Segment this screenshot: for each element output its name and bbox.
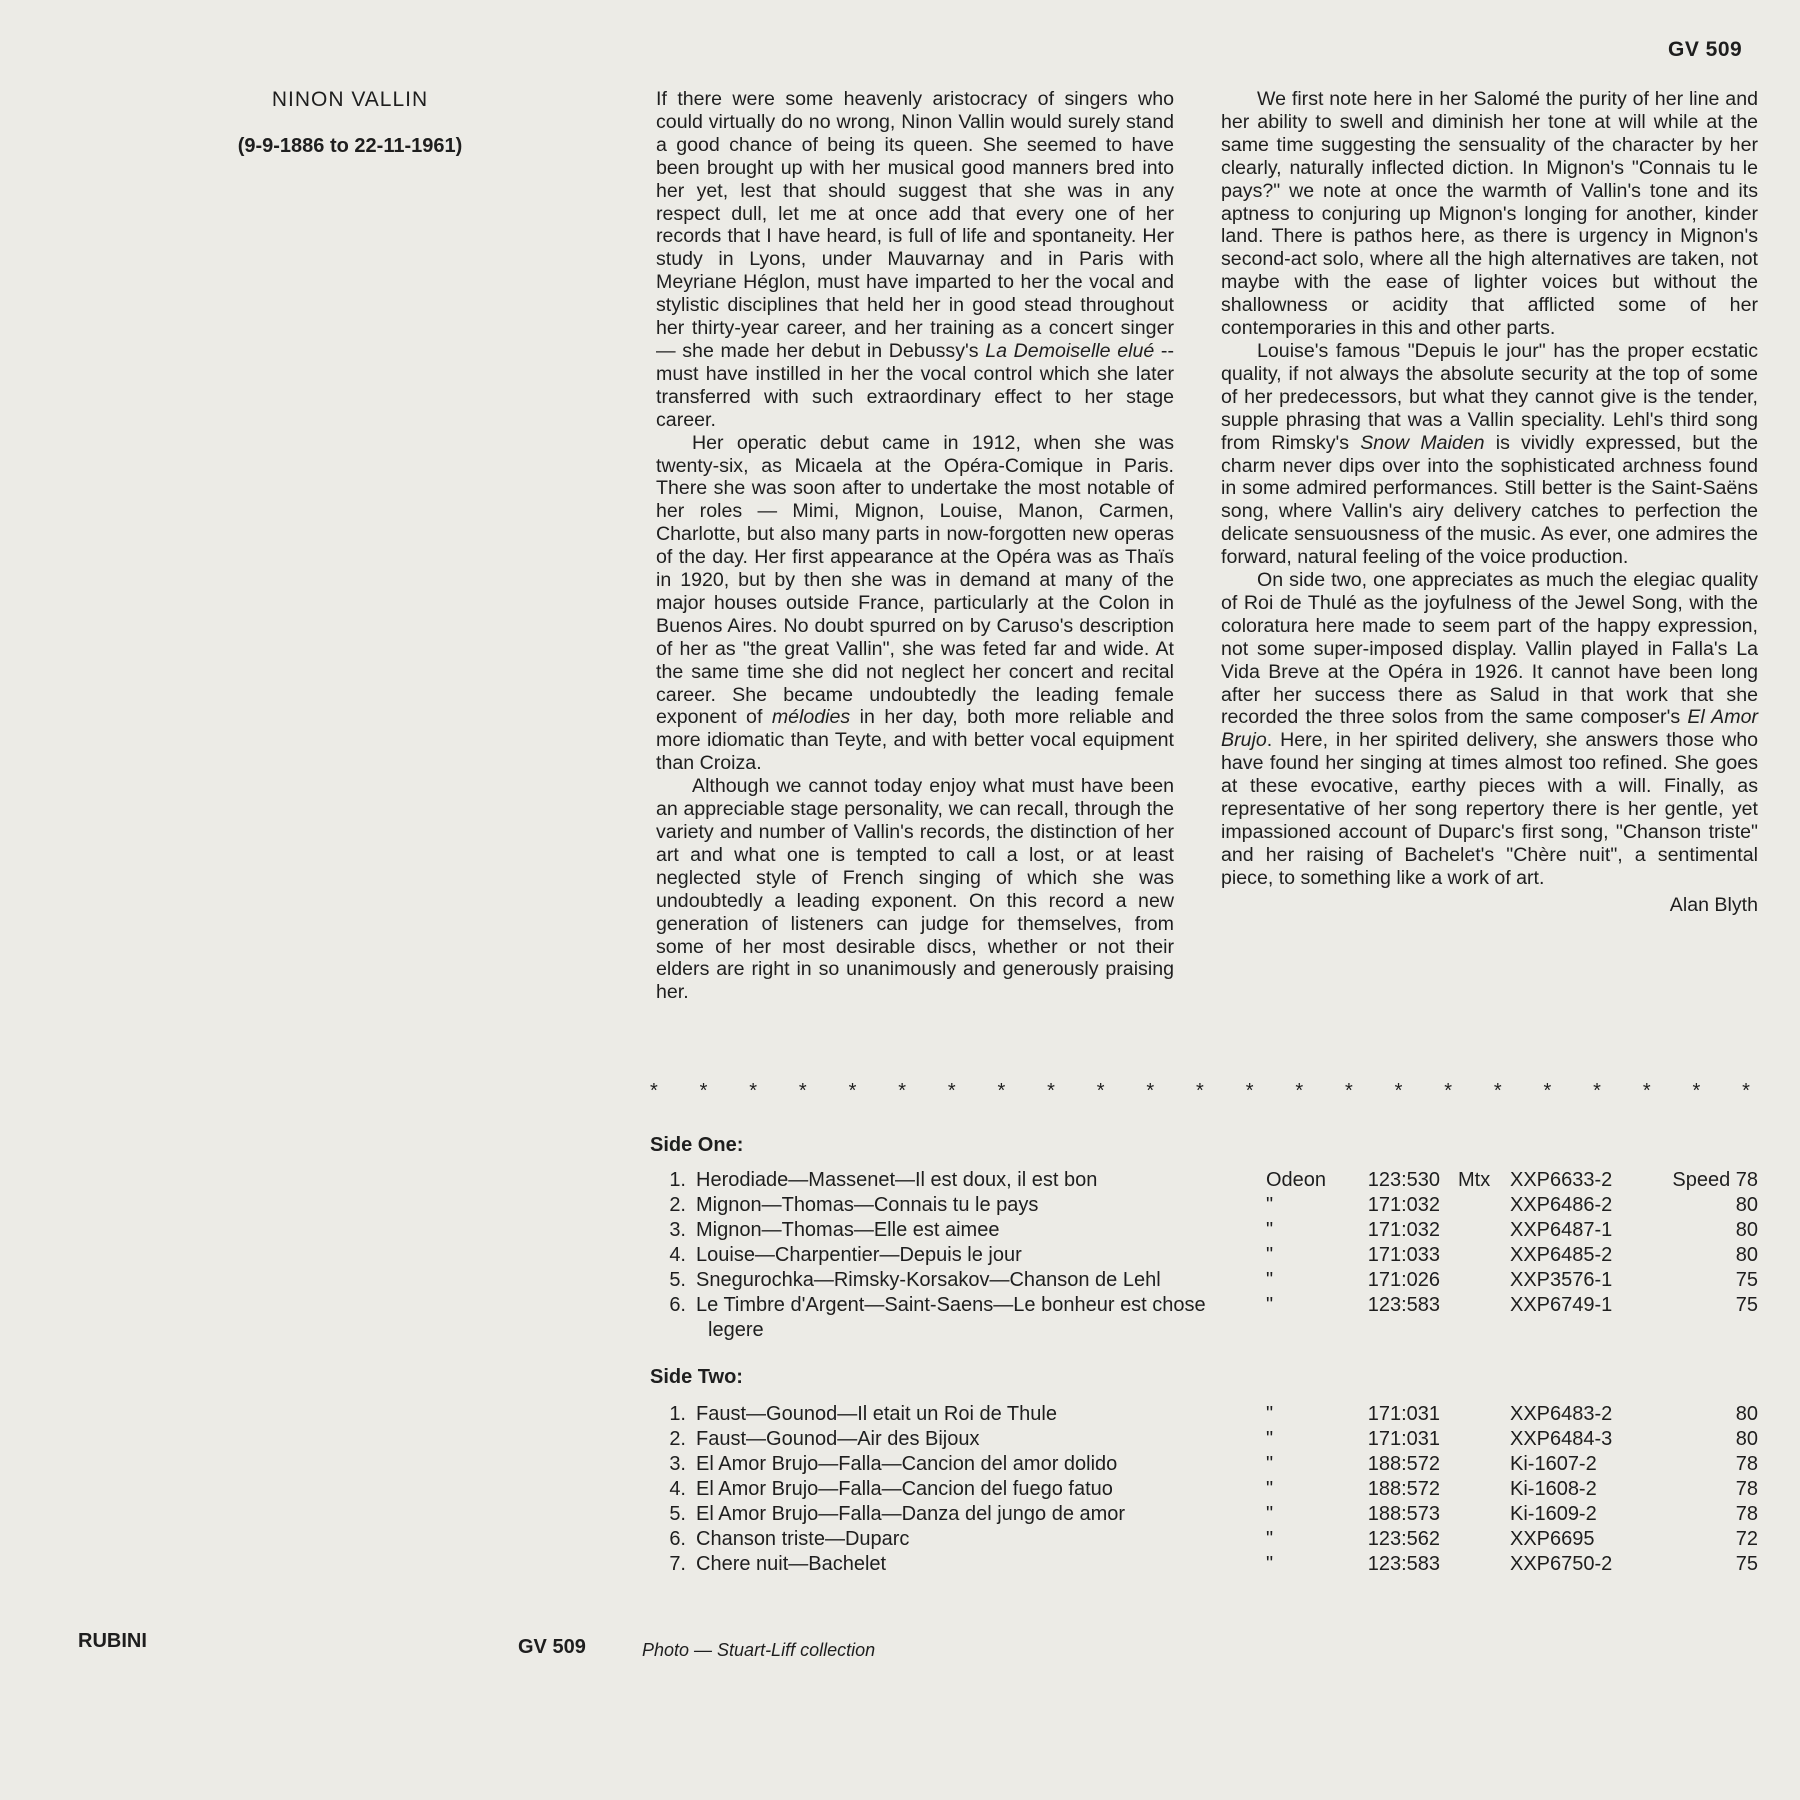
track-label: ": [1266, 1294, 1274, 1316]
track-matrix: XXP6750-2: [1510, 1553, 1613, 1575]
track-matrix: XXP6484-3: [1510, 1428, 1613, 1450]
track-catalogue-number: 123:562: [1367, 1528, 1440, 1550]
track-matrix: XXP6695: [1510, 1528, 1595, 1550]
track-matrix: Ki-1608-2: [1510, 1478, 1597, 1500]
track-label: Odeon: [1266, 1169, 1327, 1191]
track-speed: 80: [1735, 1219, 1758, 1241]
track-number: 3.: [669, 1219, 686, 1241]
track-label: ": [1266, 1403, 1274, 1425]
notes-paragraph: If there were some heavenly aristocracy of singers who could virtually do no wrong, Ninon Vallin would surely stand a good chance of being its queen. She seemed to have been brought up with her musical good manners bred into her yet, lest that should suggest that she was in any respect dull, let me at once add that every one of her records that I have heard, is full of life and spontaneity. Her study in Lyons, under Mauvarnay and in Paris with Meyriane Héglon, must have imparted to her the vocal and stylistic disciplines that held her in good stead throughout her thirty-year career, and her training as a concert singer — she made her debut in Debussy's La Demoiselle elué -- must have instilled in her the vocal control which she later transferred with such extraordinary effect to her stage career.: [656, 88, 1174, 431]
track-matrix: XXP6486-2: [1510, 1194, 1613, 1216]
track-title: El Amor Brujo—Falla—Cancion del fuego fatuo: [696, 1478, 1113, 1500]
track-row: [646, 1193, 1758, 1218]
track-row: [646, 1243, 1758, 1268]
track-catalogue-number: 171:032: [1367, 1219, 1440, 1241]
track-catalogue-number: 123:583: [1367, 1294, 1440, 1316]
track-row: [646, 1402, 1758, 1427]
track-catalogue-number: 171:031: [1367, 1428, 1440, 1450]
track-catalogue-number: 171:026: [1367, 1269, 1440, 1291]
notes-column-1: [656, 88, 1174, 1004]
separator-star: *: [749, 1080, 758, 1102]
notes-paragraph: Although we cannot today enjoy what must have been an appreciable stage personality, we can recall, through the variety and number of Vallin's records, the distinction of her art and what one is tempted to call a lost, or at least neglected style of French singing of which she was undoubtedly a leading exponent. On this record a new generation of listeners can judge for themselves, from some of her most desirable discs, whether or not their elders are right in so unanimously and generously praising her.: [656, 775, 1174, 1004]
separator-star: *: [1245, 1080, 1254, 1102]
track-matrix: XXP6485-2: [1510, 1244, 1613, 1266]
separator-star: *: [1344, 1080, 1353, 1102]
track-catalogue-number: 171:032: [1367, 1194, 1440, 1216]
separator-star: *: [1196, 1080, 1204, 1102]
separator-star: *: [1096, 1080, 1105, 1102]
track-title: Faust—Gounod—Air des Bijoux: [696, 1428, 980, 1450]
track-row: [646, 1427, 1758, 1452]
separator-star: *: [699, 1080, 708, 1102]
side-two-heading: Side Two:: [650, 1366, 743, 1388]
track-label: ": [1266, 1219, 1274, 1241]
track-title-continued: legere: [708, 1319, 764, 1341]
track-title: Le Timbre d'Argent—Saint-Saens—Le bonheur est chose legere: [696, 1293, 1226, 1343]
matrix-heading: Mtx: [1458, 1169, 1491, 1191]
track-title: Chanson triste—Duparc: [696, 1528, 910, 1550]
star-separator: [650, 1080, 1750, 1103]
track-number: 1.: [669, 1169, 686, 1191]
track-catalogue-number: 123:530: [1367, 1169, 1440, 1191]
separator-star: *: [1742, 1080, 1750, 1102]
track-speed: 80: [1735, 1403, 1758, 1425]
track-speed: 80: [1735, 1244, 1758, 1266]
author-signature: Alan Blyth: [1669, 893, 1758, 916]
track-row: [646, 1477, 1758, 1502]
track-label: ": [1266, 1453, 1274, 1475]
track-number: 2.: [669, 1194, 686, 1216]
separator-star: *: [947, 1080, 956, 1102]
track-number: 4.: [669, 1244, 686, 1266]
separator-star: *: [1543, 1080, 1552, 1102]
track-number: 6.: [669, 1528, 686, 1550]
separator-star: *: [898, 1080, 906, 1102]
track-matrix: XXP3576-1: [1510, 1269, 1613, 1291]
track-row: [646, 1552, 1758, 1577]
separator-star: *: [1295, 1080, 1304, 1102]
track-label: ": [1266, 1478, 1274, 1500]
separator-star: *: [1444, 1080, 1453, 1102]
track-row: [646, 1218, 1758, 1243]
separator-star: *: [1394, 1080, 1403, 1102]
track-matrix: XXP6633-2: [1510, 1169, 1613, 1191]
track-speed: 80: [1735, 1428, 1758, 1450]
notes-column-2: [1221, 88, 1758, 917]
track-title: Snegurochka—Rimsky-Korsakov—Chanson de Lehl: [696, 1269, 1161, 1291]
track-catalogue-number: 123:583: [1367, 1553, 1440, 1575]
track-catalogue-number: 188:572: [1367, 1478, 1440, 1500]
track-row: [646, 1452, 1758, 1477]
record-label-name: RUBINI: [78, 1630, 147, 1652]
track-title: Herodiade—Massenet—Il est doux, il est bon: [696, 1169, 1098, 1191]
track-number: 3.: [669, 1453, 686, 1475]
track-matrix: Ki-1609-2: [1510, 1503, 1597, 1525]
separator-star: *: [1593, 1080, 1601, 1102]
track-row: [646, 1268, 1758, 1293]
track-label: ": [1266, 1528, 1274, 1550]
track-catalogue-number: 171:033: [1367, 1244, 1440, 1266]
notes-paragraph: Louise's famous "Depuis le jour" has the proper ecstatic quality, if not always the absolute security at the top of some of her predecessors, but what they cannot give is the tender, supple phrasing that was a Vallin speciality. Lehl's third song from Rimsky's Snow Maiden is vividly expressed, but the charm never dips over into the sophisticated archness found in some admired performances. Still better is the Saint-Saëns song, where Vallin's airy delivery catches to perfection the delicate sensuousness of the music. As ever, one admires the forward, natural feeling of the voice production.: [1221, 339, 1758, 569]
track-speed: 75: [1735, 1553, 1758, 1575]
track-label: ": [1266, 1269, 1274, 1291]
track-speed: 75: [1735, 1294, 1758, 1316]
track-number: 4.: [669, 1478, 686, 1500]
catalogue-number-bottom: GV 509: [518, 1636, 586, 1658]
track-title: Louise—Charpentier—Depuis le jour: [696, 1244, 1022, 1266]
track-title: Mignon—Thomas—Elle est aimee: [696, 1219, 1000, 1241]
separator-star: *: [1493, 1080, 1502, 1102]
notes-paragraph: On side two, one appreciates as much the elegiac quality of Roi de Thulé as the joyfulness of the Jewel Song, with the coloratura here made to seem part of the happy expression, not some super-imposed display. Vallin played in Falla's La Vida Breve at the Opéra in 1926. It cannot have been long after her success there as Salud in that work that she recorded the three solos from the same composer's El Amor Brujo. Here, in her spirited delivery, she answers those who have found her singing at times almost too refined. She goes at these evocative, earthy pieces with a will. Finally, as representative of her song repertory there is her gentle, yet impassioned account of Duparc's first song, "Chanson triste" and her raising of Bachelet's "Chère nuit", a sentimental piece, to something like a work of art.: [1221, 569, 1758, 889]
track-row: [646, 1527, 1758, 1552]
track-speed: 72: [1735, 1528, 1758, 1550]
track-number: 7.: [669, 1553, 686, 1575]
track-label: ": [1266, 1553, 1274, 1575]
track-label: ": [1266, 1194, 1274, 1216]
track-speed: 78: [1735, 1453, 1758, 1475]
track-row: [646, 1293, 1758, 1343]
track-matrix: Ki-1607-2: [1510, 1453, 1597, 1475]
track-label: ": [1266, 1503, 1274, 1525]
catalogue-number-top: GV 509: [1668, 38, 1743, 61]
track-speed: 78: [1735, 1503, 1758, 1525]
track-speed: 78: [1735, 1478, 1758, 1500]
separator-star: *: [798, 1080, 807, 1102]
track-row: [646, 1168, 1758, 1193]
artist-dates: (9-9-1886 to 22-11-1961): [237, 135, 463, 157]
track-catalogue-number: 188:573: [1367, 1503, 1440, 1525]
track-catalogue-number: 171:031: [1367, 1403, 1440, 1425]
track-number: 5.: [669, 1503, 686, 1525]
track-number: 2.: [669, 1428, 686, 1450]
track-title: Mignon—Thomas—Connais tu le pays: [696, 1194, 1039, 1216]
track-title: Chere nuit—Bachelet: [696, 1553, 887, 1575]
track-speed: 80: [1735, 1194, 1758, 1216]
artist-name: NINON VALLIN: [271, 88, 429, 111]
side-one-tracklist: [646, 1168, 1758, 1343]
separator-star: *: [1642, 1080, 1651, 1102]
track-title: Faust—Gounod—Il etait un Roi de Thule: [696, 1403, 1057, 1425]
track-title: El Amor Brujo—Falla—Danza del jungo de amor: [696, 1503, 1126, 1525]
track-matrix: XXP6487-1: [1510, 1219, 1613, 1241]
track-matrix: XXP6483-2: [1510, 1403, 1613, 1425]
track-speed: Speed 78: [1672, 1169, 1758, 1191]
notes-paragraph: Her operatic debut came in 1912, when she was twenty-six, as Micaela at the Opéra-Comique in Paris. There she was soon after to undertake the most notable of her roles — Mimi, Mignon, Louise, Manon, Carmen, Charlotte, but also many parts in now-forgotten new operas of the day. Her first appearance at the Opéra was as Thaïs in 1920, but by then she was in demand at many of the major houses outside France, particularly at the Colon in Buenos Aires. No doubt spurred on by Caruso's description of her as "the great Vallin", she was feted far and wide. At the same time she did not neglect her concert and recital career. She became undoubtedly the leading female exponent of mélodies in her day, both more reliable and more idiomatic than Teyte, and with better vocal equipment than Croiza.: [656, 431, 1174, 775]
track-title: El Amor Brujo—Falla—Cancion del amor dolido: [696, 1453, 1118, 1475]
separator-star: *: [1047, 1080, 1055, 1102]
separator-star: *: [848, 1080, 857, 1102]
separator-star: *: [1146, 1080, 1155, 1102]
track-row: [646, 1502, 1758, 1527]
track-speed: 75: [1735, 1269, 1758, 1291]
notes-paragraph: We first note here in her Salomé the purity of her line and her ability to swell and diminish her tone at will while at the same time suggesting the sensuality of the character by her clearly, naturally inflected diction. In Mignon's "Connais tu le pays?" we note at once the warmth of Vallin's tone and its aptness to conjuring up Mignon's longing for another, kinder land. There is pathos here, as there is urgency in Mignon's second-act solo, where all the high alternatives are taken, not maybe with the ease of lighter voices but without the shallowness or acidity that afflicted some of her contemporaries in this and other parts.: [1221, 88, 1758, 340]
track-number: 6.: [669, 1294, 686, 1316]
track-catalogue-number: 188:572: [1367, 1453, 1440, 1475]
side-two-tracklist: [646, 1402, 1758, 1577]
separator-star: *: [1692, 1080, 1701, 1102]
photo-credit: Photo — Stuart-Liff collection: [642, 1640, 876, 1660]
track-label: ": [1266, 1428, 1274, 1450]
separator-star: *: [997, 1080, 1006, 1102]
track-number: 1.: [669, 1403, 686, 1425]
track-label: ": [1266, 1244, 1274, 1266]
side-one-heading: Side One:: [650, 1134, 744, 1156]
separator-star: *: [650, 1080, 658, 1102]
track-matrix: XXP6749-1: [1510, 1294, 1613, 1316]
track-number: 5.: [669, 1269, 686, 1291]
